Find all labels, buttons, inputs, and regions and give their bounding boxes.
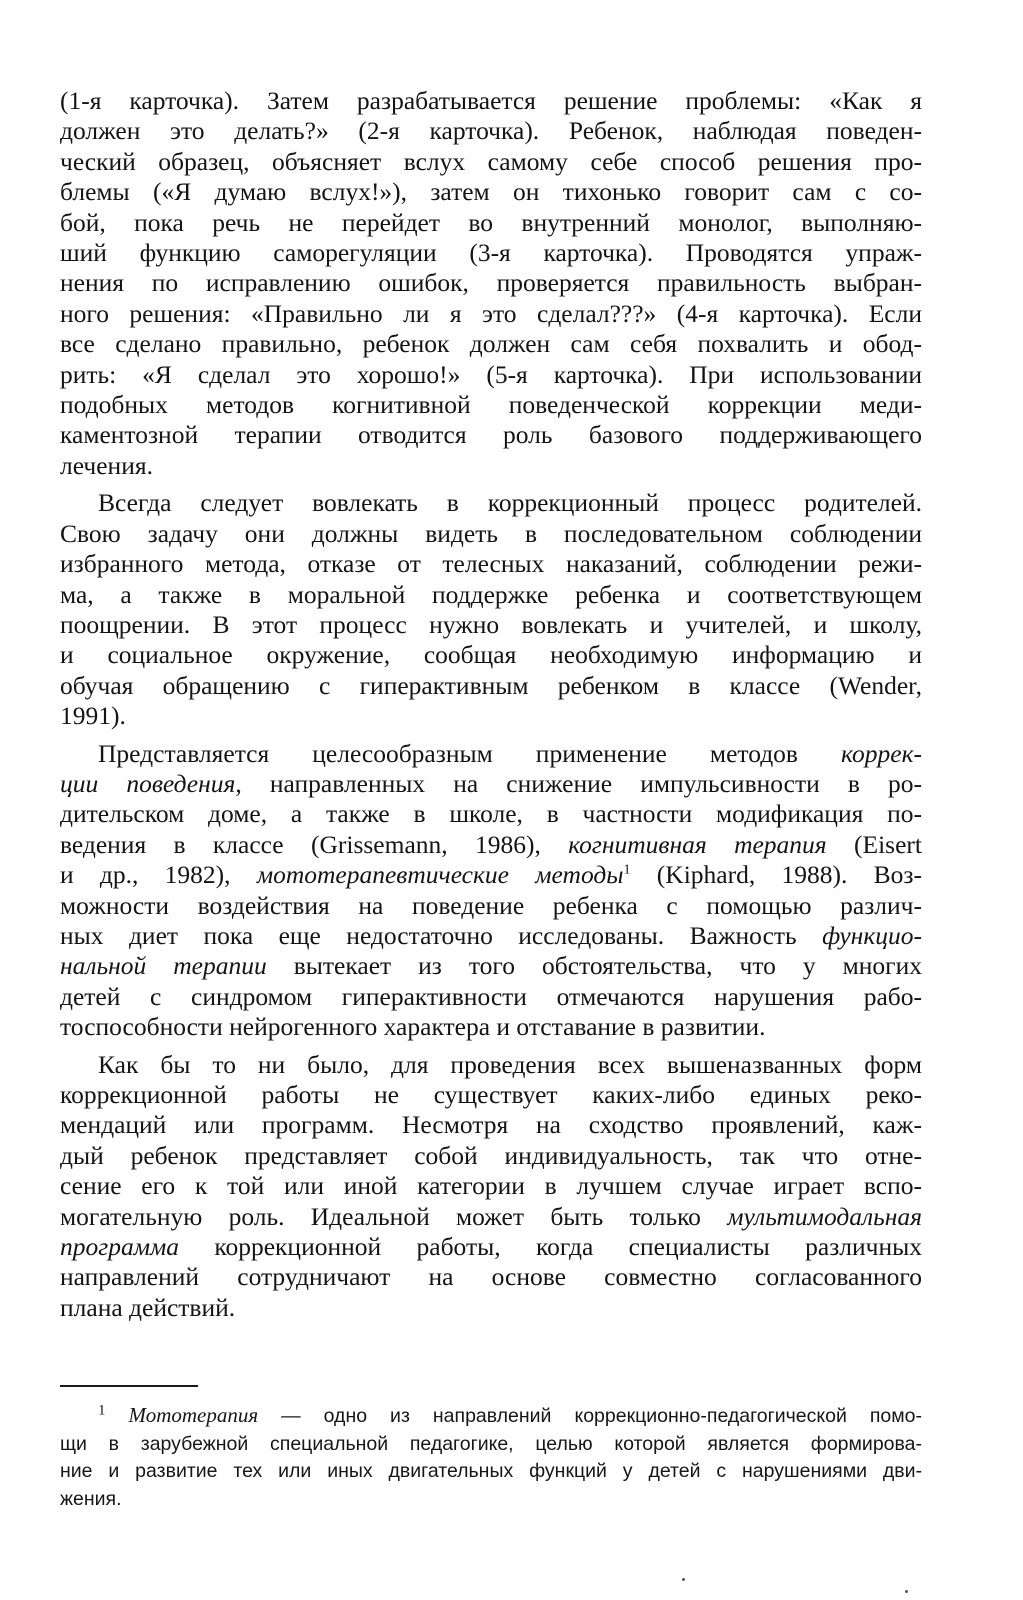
text-line: поощрении. В этот процесс нужно вовлекать и учителей, и школу, bbox=[60, 609, 922, 639]
text-run: коррекционной работы не существует каких-либо единых реко- bbox=[60, 1080, 922, 1109]
text-run: и др., 1982), bbox=[60, 860, 257, 890]
footnote-line bbox=[60, 1402, 922, 1431]
footnote-text: — одно из направлений коррекционно-педагогической помо- bbox=[281, 1405, 923, 1427]
text-line bbox=[60, 1080, 922, 1110]
text-line bbox=[60, 891, 922, 921]
text-run: ных диет пока еще недостаточно исследованы. Важность bbox=[60, 920, 823, 950]
text-run: вытекает из того обстоятельства, что у многих bbox=[266, 951, 922, 981]
text-line: и социальное окружение, сообщая необходимую информацию и bbox=[60, 640, 922, 670]
emphasis: нальной терапии bbox=[60, 951, 267, 981]
text-line bbox=[60, 769, 922, 799]
text-line bbox=[60, 1202, 922, 1232]
text-line bbox=[60, 860, 922, 890]
text-run: дительском доме, а также в школе, в частности модификация по- bbox=[60, 799, 922, 829]
paragraph-2 bbox=[60, 488, 922, 731]
emphasis: функцио- bbox=[822, 920, 922, 950]
text-run: Как бы то ни было, для проведения всех вышеназванных форм bbox=[98, 1049, 922, 1079]
text-run: (Eisert bbox=[826, 829, 922, 859]
text-run: могательную роль. Идеальной может быть только bbox=[60, 1201, 728, 1231]
text-line bbox=[60, 830, 922, 860]
text-line: ного решения: «Правильно ли я это сделал???» (4-я карточка). Если bbox=[60, 298, 922, 328]
emphasis: ции поведения bbox=[60, 768, 236, 798]
text-line: нения по исправлению ошибок, проверяется правильность выбран- bbox=[60, 268, 922, 298]
footnote-divider bbox=[60, 1385, 198, 1387]
text-line: рить: «Я сделал это хорошо!» (5-я карточка). При использовании bbox=[60, 359, 922, 389]
text-line: (1-я карточка). Затем разрабатывается решение проблемы: «Как я bbox=[60, 86, 922, 115]
text-line bbox=[60, 1050, 922, 1080]
footnote-term: Мототерапия bbox=[128, 1403, 259, 1427]
text-line bbox=[60, 982, 922, 1012]
scan-speck bbox=[682, 1578, 685, 1581]
emphasis: программа bbox=[60, 1232, 179, 1262]
emphasis: мототерапевтические методы bbox=[256, 860, 624, 890]
text-run: ведения в классе (Grissemann, 1986), bbox=[60, 829, 569, 859]
footnote-line: ние и развитие тех или иных двигательных функций у детей с нарушениями дви- bbox=[60, 1460, 922, 1483]
scan-speck bbox=[905, 1590, 908, 1593]
text-line: Свою задачу они должны видеть в последовательном соблюдении bbox=[60, 518, 922, 548]
text-line bbox=[60, 1110, 922, 1140]
text-run: тоспособности нейрогенного характера и отставание в развитии. bbox=[60, 1012, 766, 1042]
text-line: обучая обращению с гиперактивным ребенком в классе (Wender, bbox=[60, 670, 922, 700]
text-run: плана действий. bbox=[60, 1292, 236, 1322]
text-run: (Kiphard, 1988). Воз- bbox=[630, 860, 922, 890]
text-run: детей с синдромом гиперактивности отмечаются нарушения рабо- bbox=[60, 981, 922, 1011]
footnote-line: щи в зарубежной специальной педагогике, целью которой является формирова- bbox=[60, 1432, 922, 1455]
text-line: избранного метода, отказе от телесных наказаний, соблюдении режи- bbox=[60, 549, 922, 579]
emphasis: коррек- bbox=[841, 738, 922, 768]
footnote-mark: 1 bbox=[98, 1402, 106, 1419]
text-line bbox=[60, 739, 922, 769]
emphasis: когнитивная терапия bbox=[568, 829, 827, 859]
footnote-line: жения. bbox=[60, 1487, 122, 1510]
footnote bbox=[60, 1402, 922, 1513]
text-line bbox=[60, 1171, 922, 1201]
text-run: мендаций или программ. Несмотря на сходство проявлений, каж- bbox=[60, 1110, 922, 1140]
text-line: ма, а также в моральной поддержке ребенка и соответствующем bbox=[60, 579, 922, 609]
text-line: подобных методов когнитивной поведенческой коррекции меди- bbox=[60, 390, 922, 420]
text-run: дый ребенок представляет собой индивидуальность, так что отне- bbox=[60, 1140, 922, 1170]
text-line bbox=[60, 1232, 922, 1262]
text-run: , направленных на снижение импульсивности в ро- bbox=[235, 768, 922, 798]
text-run: можности воздействия на поведение ребенка с помощью различ- bbox=[60, 890, 922, 920]
text-run: коррекционной работы, когда специалисты различных bbox=[179, 1232, 922, 1262]
text-line bbox=[60, 1262, 922, 1292]
text-run: направлений сотрудничают на основе совместно согласованного bbox=[60, 1262, 922, 1292]
text-line bbox=[60, 1141, 922, 1171]
text-run: Представляется целесообразным применение методов bbox=[98, 738, 842, 768]
footnote-reference: 1 bbox=[623, 862, 631, 878]
text-line: все сделано правильно, ребенок должен сам себя похвалить и обод- bbox=[60, 329, 922, 359]
text-line bbox=[60, 951, 922, 981]
paragraph-3 bbox=[60, 739, 922, 1043]
text-run: сение его к той или иной категории в лучшем случае играет вспо- bbox=[60, 1171, 922, 1201]
text-line: ческий образец, объясняет вслух самому себе способ решения про- bbox=[60, 146, 922, 176]
text-line: ший функцию саморегуляции (3-я карточка). Проводятся упраж- bbox=[60, 238, 922, 268]
text-line: 1991). bbox=[60, 701, 126, 731]
text-line: Всегда следует вовлекать в коррекционный процесс родителей. bbox=[98, 488, 922, 518]
emphasis: мультимодальная bbox=[727, 1201, 922, 1231]
text-line: лечения. bbox=[60, 450, 153, 480]
text-line bbox=[60, 1293, 922, 1323]
text-line bbox=[60, 1012, 922, 1042]
paragraph-1 bbox=[60, 86, 922, 481]
text-line: каментозной терапии отводится роль базового поддерживающего bbox=[60, 420, 922, 450]
text-line: бой, пока речь не перейдет во внутренний монолог, выполняю- bbox=[60, 207, 922, 237]
text-line: должен это делать?» (2-я карточка). Ребенок, наблюдая поведен- bbox=[60, 116, 922, 146]
text-line: блемы («Я думаю вслух!»), затем он тихонько говорит сам с со- bbox=[60, 177, 922, 207]
text-line bbox=[60, 799, 922, 829]
text-line bbox=[60, 921, 922, 951]
paragraph-4 bbox=[60, 1050, 922, 1324]
main-text bbox=[60, 86, 922, 1323]
